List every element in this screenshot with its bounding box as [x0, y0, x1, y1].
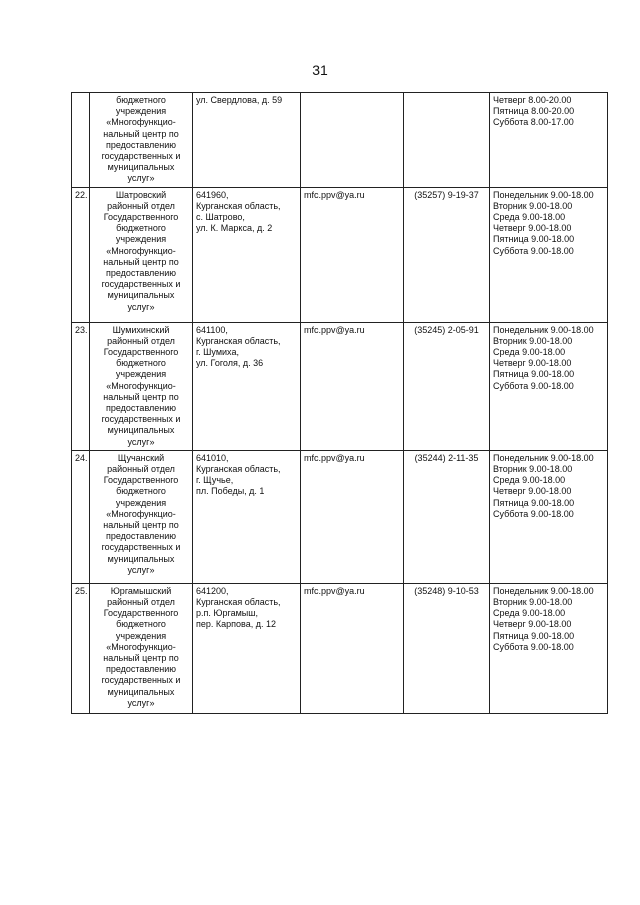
office-name-line: районный отдел [107, 200, 175, 211]
office-name-line: «Многофункцио- [106, 245, 176, 256]
email-cell: mfc.ppv@ya.ru [301, 583, 404, 713]
office-name-line: Шатровский [115, 189, 167, 200]
office-name-line: Государственного [103, 212, 179, 223]
office-name-line: предоставлению [105, 139, 177, 150]
office-name-line: Юргамышский [110, 585, 172, 596]
office-name-line: учреждения [115, 369, 167, 380]
address-line: ул. Гоголя, д. 36 [196, 358, 264, 369]
mfc-offices-table [71, 92, 608, 714]
office-name-line: бюджетного [116, 223, 166, 234]
office-name-line: учреждения [115, 234, 167, 245]
office-name-line: районный отдел [107, 335, 175, 346]
hours-line: Пятница 9.00-18.00 [493, 630, 575, 641]
row-number: 23. [72, 322, 90, 450]
office-name-line: Щучанский [117, 452, 165, 463]
hours-line: Суббота 9.00-18.00 [493, 641, 574, 652]
office-name-line: муниципальных [107, 686, 175, 697]
office-name-line: услуг» [127, 436, 155, 447]
table-row [72, 93, 608, 188]
hours-line: Суббота 9.00-18.00 [493, 380, 574, 391]
address-line: г. Щучье, [196, 475, 234, 486]
office-name-cell [90, 583, 193, 713]
email-cell: mfc.ppv@ya.ru [301, 322, 404, 450]
table-row [72, 450, 608, 583]
hours-line: Понедельник 9.00-18.00 [493, 189, 594, 200]
office-name-cell [90, 322, 193, 450]
working-hours-cell [490, 93, 608, 188]
office-name-line: бюджетного [116, 486, 166, 497]
hours-line: Понедельник 9.00-18.00 [493, 585, 594, 596]
hours-line: Четверг 9.00-18.00 [493, 223, 572, 234]
address-line: г. Шумиха, [196, 347, 239, 358]
office-name-line: государственных и [101, 279, 181, 290]
office-name-line: Государственного [103, 608, 179, 619]
hours-line: Вторник 9.00-18.00 [493, 335, 573, 346]
table-row [72, 583, 608, 713]
address-line: пл. Победы, д. 1 [196, 486, 265, 497]
hours-line: Среда 9.00-18.00 [493, 475, 566, 486]
office-name-line: нальный центр по [103, 391, 179, 402]
hours-line: Вторник 9.00-18.00 [493, 597, 573, 608]
office-name-line: муниципальных [107, 425, 175, 436]
office-name-line: государственных и [101, 675, 181, 686]
address-line: ул. К. Маркса, д. 2 [196, 223, 273, 234]
hours-line: Вторник 9.00-18.00 [493, 464, 573, 475]
office-name-line: Шумихинский [112, 324, 170, 335]
office-name-line: учреждения [115, 106, 167, 117]
email-cell: mfc.ppv@ya.ru [301, 450, 404, 583]
office-name-line: предоставлению [105, 531, 177, 542]
office-name-line: Государственного [103, 475, 179, 486]
row-number: 22. [72, 187, 90, 322]
hours-line: Суббота 9.00-18.00 [493, 508, 574, 519]
email-cell [301, 93, 404, 188]
address-line: Курганская область, [196, 597, 281, 608]
address-line: 641960, [196, 189, 229, 200]
hours-line: Пятница 8.00-20.00 [493, 106, 575, 117]
hours-line: Четверг 9.00-18.00 [493, 358, 572, 369]
office-name-line: районный отдел [107, 464, 175, 475]
working-hours-cell [490, 583, 608, 713]
address-cell [193, 450, 301, 583]
office-name-line: нальный центр по [103, 128, 179, 139]
office-name-line: нальный центр по [103, 520, 179, 531]
office-name-line: бюджетного [116, 619, 166, 630]
address-line: 641010, [196, 452, 229, 463]
office-name-line: «Многофункцио- [106, 380, 176, 391]
address-line: с. Шатрово, [196, 212, 245, 223]
working-hours-cell [490, 322, 608, 450]
hours-line: Суббота 8.00-17.00 [493, 117, 574, 128]
hours-line: Четверг 8.00-20.00 [493, 95, 572, 105]
office-name-line: услуг» [127, 564, 155, 575]
hours-line: Пятница 9.00-18.00 [493, 497, 575, 508]
address-line: ул. Свердлова, д. 59 [196, 95, 283, 105]
office-name-cell [90, 187, 193, 322]
address-line: 641200, [196, 585, 229, 596]
office-name-line: учреждения [115, 497, 167, 508]
office-name-line: услуг» [127, 173, 155, 184]
office-name-line: «Многофункцио- [106, 117, 176, 128]
office-name-line: учреждения [115, 630, 167, 641]
office-name-line: муниципальных [107, 553, 175, 564]
office-name-line: Государственного [103, 347, 179, 358]
hours-line: Четверг 9.00-18.00 [493, 619, 572, 630]
address-line: Курганская область, [196, 464, 281, 475]
address-line: пер. Карпова, д. 12 [196, 619, 276, 630]
address-cell [193, 93, 301, 188]
office-name-line: бюджетного [116, 95, 166, 105]
office-name-line: услуг» [127, 697, 155, 708]
hours-line: Пятница 9.00-18.00 [493, 369, 575, 380]
hours-line: Среда 9.00-18.00 [493, 608, 566, 619]
office-name-line: предоставлению [105, 664, 177, 675]
hours-line: Понедельник 9.00-18.00 [493, 452, 594, 463]
working-hours-cell [490, 450, 608, 583]
hours-line: Среда 9.00-18.00 [493, 212, 566, 223]
office-name-line: предоставлению [105, 268, 177, 279]
working-hours-cell [490, 187, 608, 322]
office-name-line: бюджетного [116, 358, 166, 369]
hours-line: Четверг 9.00-18.00 [493, 486, 572, 497]
phone-cell: (35245) 2-05-91 [404, 322, 490, 450]
row-number: 24. [72, 450, 90, 583]
hours-line: Пятница 9.00-18.00 [493, 234, 575, 245]
office-name-line: муниципальных [107, 162, 175, 173]
address-cell [193, 322, 301, 450]
phone-cell: (35257) 9-19-37 [404, 187, 490, 322]
office-name-line: муниципальных [107, 290, 175, 301]
table-row [72, 322, 608, 450]
address-line: 641100, [196, 324, 228, 335]
address-line: р.п. Юргамыш, [196, 608, 258, 619]
hours-line: Среда 9.00-18.00 [493, 347, 566, 358]
office-name-cell [90, 93, 193, 188]
address-cell [193, 583, 301, 713]
phone-cell: (35244) 2-11-35 [404, 450, 490, 583]
page-number: 31 [312, 62, 328, 78]
phone-cell: (35248) 9-10-53 [404, 583, 490, 713]
row-number: 25. [72, 583, 90, 713]
office-name-line: «Многофункцио- [106, 641, 176, 652]
office-name-line: государственных и [101, 414, 181, 425]
address-cell [193, 187, 301, 322]
hours-line: Понедельник 9.00-18.00 [493, 324, 594, 335]
office-name-line: районный отдел [107, 597, 175, 608]
address-line: Курганская область, [196, 335, 281, 346]
address-line: Курганская область, [196, 200, 281, 211]
office-name-line: «Многофункцио- [106, 508, 176, 519]
office-name-line: государственных и [101, 542, 181, 553]
email-cell: mfc.ppv@ya.ru [301, 187, 404, 322]
row-number [72, 93, 90, 188]
office-name-line: нальный центр по [103, 256, 179, 267]
hours-line: Суббота 9.00-18.00 [493, 245, 574, 256]
table-row [72, 187, 608, 322]
office-name-line: нальный центр по [103, 653, 179, 664]
hours-line: Вторник 9.00-18.00 [493, 200, 573, 211]
office-name-line: предоставлению [105, 403, 177, 414]
office-name-line: государственных и [101, 151, 181, 162]
phone-cell [404, 93, 490, 188]
office-name-line: услуг» [127, 301, 155, 312]
office-name-cell [90, 450, 193, 583]
